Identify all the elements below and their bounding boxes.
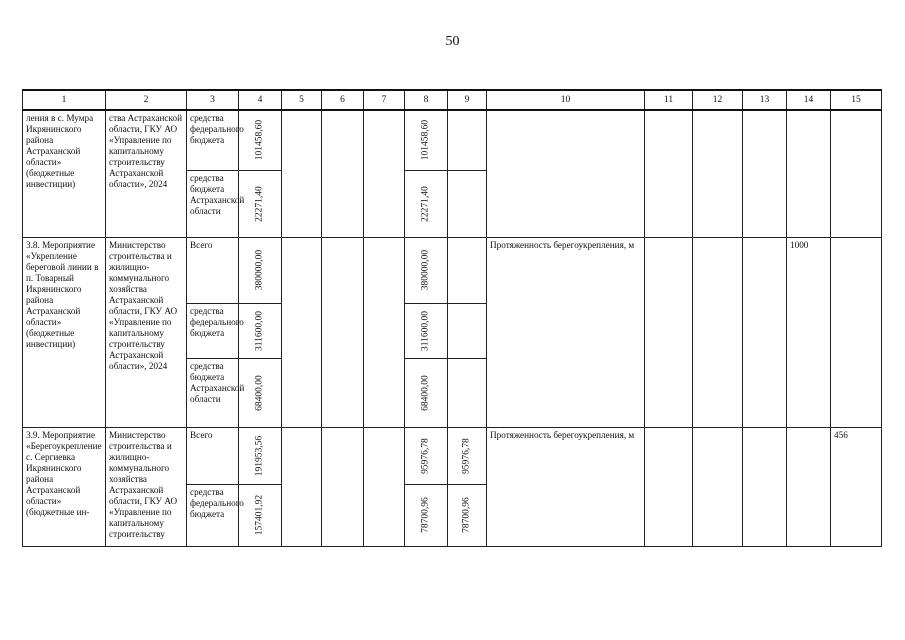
year-value-cell <box>448 237 487 303</box>
header-cell: 8 <box>405 90 448 110</box>
executor-cell: Министерство строительства и жилищно-коммунального хозяйства Астраханской области, ГКУ АО «Управление по капитальному строительству <box>106 427 187 546</box>
page-number: 50 <box>445 34 460 49</box>
funding-source-cell: средства федерального бюджета <box>187 110 239 170</box>
measure-name-cell: ления в с. Мумра Икрянинского района Астраханской области» (бюджетные инвестиции) <box>23 110 106 237</box>
empty-cell <box>282 110 322 237</box>
year-value-cell: 78700,96 <box>448 484 487 546</box>
year-value-cell: 78700,96 <box>405 484 448 546</box>
indicator-value-cell <box>831 110 882 237</box>
header-cell: 7 <box>364 90 405 110</box>
header-cell: 9 <box>448 90 487 110</box>
header-cell: 11 <box>645 90 693 110</box>
empty-cell <box>322 110 364 237</box>
funding-source-cell: Всего <box>187 237 239 303</box>
header-cell: 12 <box>693 90 743 110</box>
total-cell: 311600,00 <box>239 303 282 358</box>
year-value-cell: 95976,78 <box>405 427 448 484</box>
indicator-cell: Протяженность берегоукрепления, м <box>487 427 645 546</box>
table-row <box>23 427 882 484</box>
total-cell: 191953,56 <box>239 427 282 484</box>
header-cell: 6 <box>322 90 364 110</box>
total-cell: 380000,00 <box>239 237 282 303</box>
empty-cell <box>693 427 743 546</box>
total-cell: 68400,00 <box>239 358 282 427</box>
total-cell: 101458,60 <box>239 110 282 170</box>
empty-cell <box>645 110 693 237</box>
year-value-cell <box>448 303 487 358</box>
header-cell: 2 <box>106 90 187 110</box>
indicator-value-cell: 456 <box>831 427 882 546</box>
executor-cell: ства Астраханской области, ГКУ АО «Управление по капитальному строительству Астраханской области», 2024 <box>106 110 187 237</box>
header-cell: 15 <box>831 90 882 110</box>
indicator-cell: Протяженность берегоукрепления, м <box>487 237 645 427</box>
indicator-value-cell <box>787 427 831 546</box>
table-row <box>23 110 882 170</box>
year-value-cell: 101458,60 <box>405 110 448 170</box>
empty-cell <box>364 237 405 427</box>
indicator-value-cell <box>787 110 831 237</box>
empty-cell <box>743 110 787 237</box>
empty-cell <box>693 237 743 427</box>
header-cell: 4 <box>239 90 282 110</box>
measure-name-cell: 3.9. Мероприятие «Берегоукрепление с. Сергиевка Икрянинского района Астраханской области» (бюджетные ин- <box>23 427 106 546</box>
measure-name-cell: 3.8. Мероприятие «Укрепление береговой линии в п. Товарный Икрянинского района Астраханской области» (бюджетные инвестиции) <box>23 237 106 427</box>
year-value-cell: 22271,40 <box>405 170 448 237</box>
funding-source-cell: средства бюджета Астраханской области <box>187 170 239 237</box>
budget-table <box>22 89 882 547</box>
header-cell: 3 <box>187 90 239 110</box>
executor-cell: Министерство строительства и жилищно-коммунального хозяйства Астраханской области, ГКУ АО «Управление по капитальному строительству Астраханской области», 2024 <box>106 237 187 427</box>
year-value-cell <box>448 170 487 237</box>
year-value-cell: 311600,00 <box>405 303 448 358</box>
header-row <box>23 90 882 110</box>
empty-cell <box>282 237 322 427</box>
funding-source-cell: средства федерального бюджета <box>187 484 239 546</box>
header-cell: 5 <box>282 90 322 110</box>
year-value-cell <box>448 358 487 427</box>
empty-cell <box>322 427 364 546</box>
header-cell: 14 <box>787 90 831 110</box>
year-value-cell: 95976,78 <box>448 427 487 484</box>
indicator-cell <box>487 110 645 237</box>
empty-cell <box>645 427 693 546</box>
empty-cell <box>645 237 693 427</box>
empty-cell <box>364 110 405 237</box>
total-cell: 22271,40 <box>239 170 282 237</box>
table-row <box>23 237 882 303</box>
empty-cell <box>743 237 787 427</box>
empty-cell <box>322 237 364 427</box>
year-value-cell: 380000,00 <box>405 237 448 303</box>
header-cell: 1 <box>23 90 106 110</box>
funding-source-cell: средства федерального бюджета <box>187 303 239 358</box>
year-value-cell <box>448 110 487 170</box>
empty-cell <box>693 110 743 237</box>
indicator-value-cell: 1000 <box>787 237 831 427</box>
empty-cell <box>282 427 322 546</box>
empty-cell <box>743 427 787 546</box>
funding-source-cell: Всего <box>187 427 239 484</box>
indicator-value-cell <box>831 237 882 427</box>
header-cell: 13 <box>743 90 787 110</box>
header-cell: 10 <box>487 90 645 110</box>
funding-source-cell: средства бюджета Астраханской области <box>187 358 239 427</box>
year-value-cell: 68400,00 <box>405 358 448 427</box>
total-cell: 157401,92 <box>239 484 282 546</box>
empty-cell <box>364 427 405 546</box>
